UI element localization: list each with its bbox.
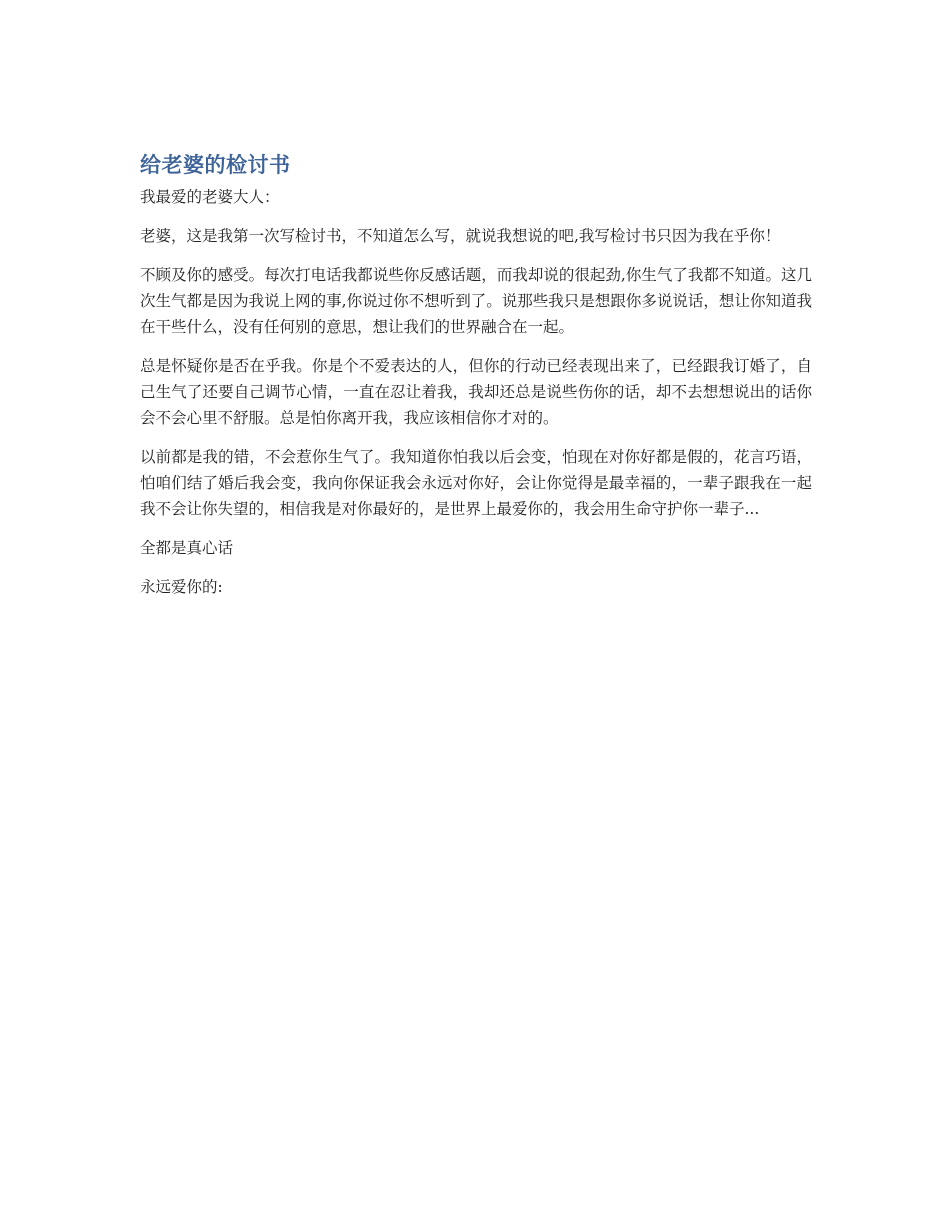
paragraph-3: 总是怀疑你是否在乎我。你是个不爱表达的人，但你的行动已经表现出来了，已经跟我订婚了，自己生气了还要自己调节心情，一直在忍让着我，我却还总是说些伤你的话，却不去想想说出的话你会不会心里不舒服。总是怕你离开我，我应该相信你才对的。 bbox=[140, 357, 812, 427]
closing-statement: 全都是真心话 bbox=[140, 539, 234, 557]
paragraph-1: 老婆，这是我第一次写检讨书，不知道怎么写，就说我想说的吧,我写检讨书只因为我在乎你！ bbox=[140, 227, 781, 245]
document-page bbox=[140, 150, 812, 613]
signature-line: 永远爱你的: bbox=[140, 578, 223, 596]
paragraph-4: 以前都是我的错，不会惹你生气了。我知道你怕我以后会变，怕现在对你好都是假的，花言巧语，怕咱们结了婚后我会变，我向你保证我会永远对你好，会让你觉得是最幸福的，一辈子跟我在一起我不会让你失望的，相信我是对你最好的，是世界上最爱你的，我会用生命守护你一辈子... bbox=[140, 448, 812, 518]
salutation: 我最爱的老婆大人： bbox=[140, 188, 280, 206]
document-title: 给老婆的检讨书 bbox=[140, 153, 291, 177]
paragraph-2: 不顾及你的感受。每次打电话我都说些你反感话题，而我却说的很起劲,你生气了我都不知道。这几次生气都是因为我说上网的事,你说过你不想听到了。说那些我只是想跟你多说说话，想让你知道我在干些什么，没有任何别的意思，想让我们的世界融合在一起。 bbox=[140, 266, 812, 336]
